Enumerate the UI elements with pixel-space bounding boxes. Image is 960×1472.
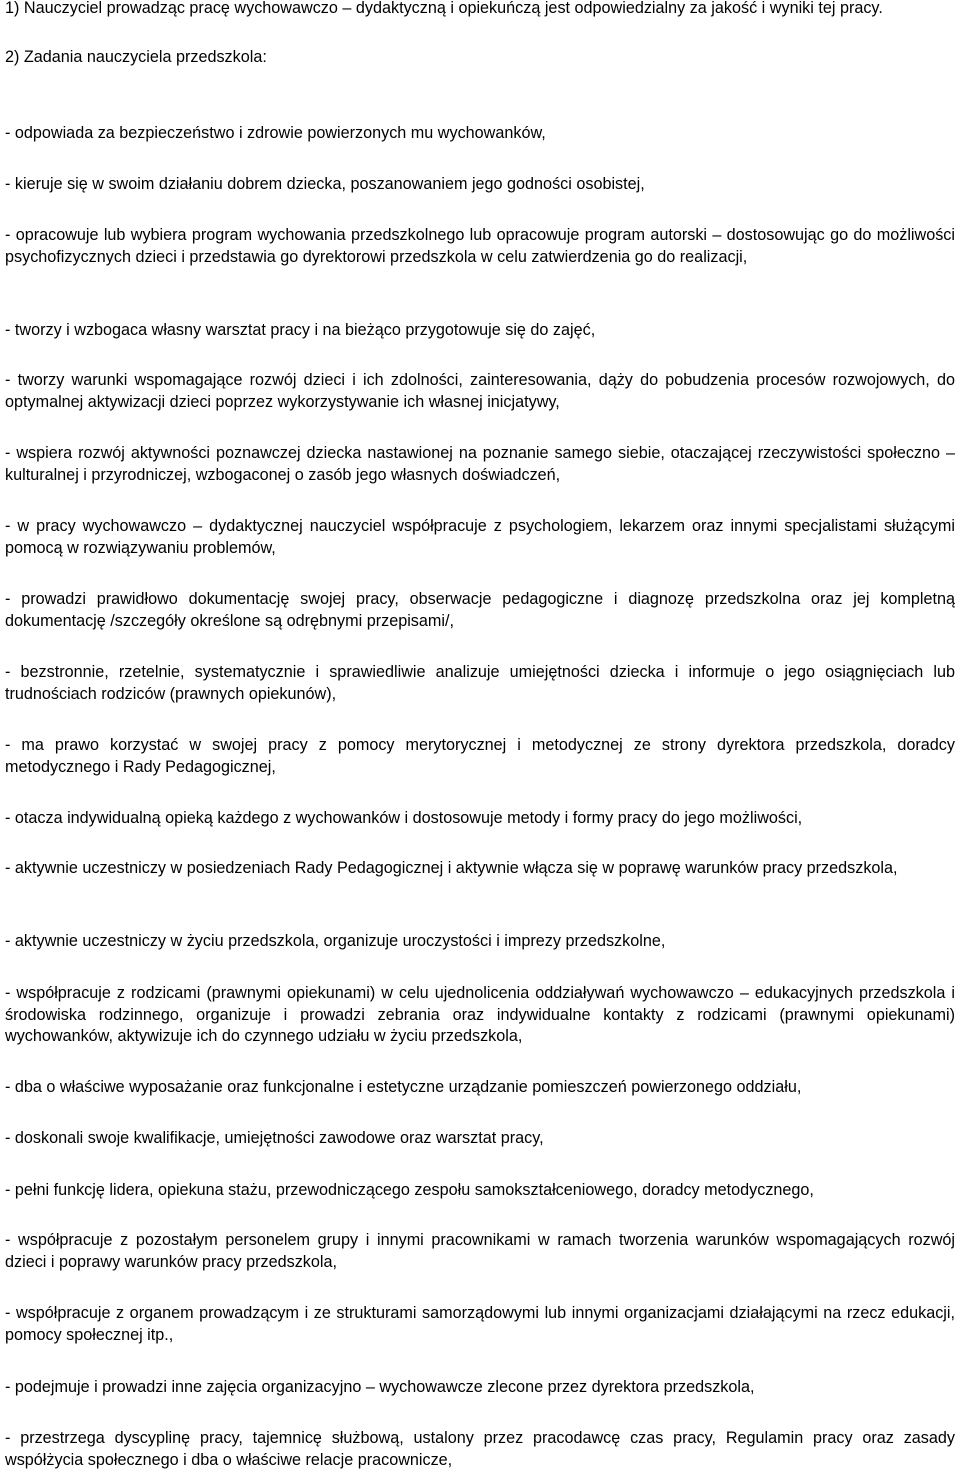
paragraph-task: - tworzy warunki wspomagające rozwój dzieci i ich zdolności, zainteresowania, dąży do pobudzenia procesów rozwojowych, do optymalnej aktywizacji dzieci poprzez wykorzystywanie ich własnej inicjatywy, [5, 371, 955, 411]
paragraph-task: - otacza indywidualną opieką każdego z wychowanków i dostosowuje metody i formy pracy do jego możliwości, [5, 809, 803, 827]
paragraph-responsibility-intro: 1) Nauczyciel prowadząc pracę wychowawczo – dydaktyczną i opiekuńczą jest odpowiedzialny za jakość i wyniki tej pracy. [5, 0, 883, 17]
paragraph-task: - pełni funkcję lidera, opiekuna stażu, przewodniczącego zespołu samokształceniowego, doradcy metodycznego, [5, 1181, 814, 1199]
paragraph-task: - opracowuje lub wybiera program wychowania przedszkolnego lub opracowuje program autorski – dostosowując go do możliwości psychofizycznych dzieci i przedstawia go dyrektorowi przedszkola w celu zatwierdzenia go do realizacji, [5, 226, 955, 266]
paragraph-task: - bezstronnie, rzetelnie, systematycznie i sprawiedliwie analizuje umiejętności dziecka i informuje o jego osiągnięciach lub trudnościach rodziców (prawnych opiekunów), [5, 663, 955, 703]
paragraph-task: - współpracuje z rodzicami (prawnymi opiekunami) w celu ujednolicenia oddziaływań wychowawczo – edukacyjnych przedszkola i środowiska rodzinnego, organizuje i prowadzi zebrania oraz indywidualne kontakty z rodzicami (prawnymi opiekunami) wychowanków, aktywizuje ich do czynnego udziału w życiu przedszkola, [5, 984, 955, 1045]
paragraph-task: - aktywnie uczestniczy w posiedzeniach Rady Pedagogicznej i aktywnie włącza się w poprawę warunków pracy przedszkola, [5, 859, 898, 877]
paragraph-task: - aktywnie uczestniczy w życiu przedszkola, organizuje uroczystości i imprezy przedszkolne, [5, 932, 666, 950]
paragraph-task: - doskonali swoje kwalifikacje, umiejętności zawodowe oraz warsztat pracy, [5, 1129, 544, 1147]
paragraph-task: - przestrzega dyscyplinę pracy, tajemnicę służbową, ustalony przez pracodawcę czas pracy, Regulamin pracy oraz zasady współżycia społecznego i dba o właściwe relacje pracownicze, [5, 1429, 955, 1469]
paragraph-task: - współpracuje z pozostałym personelem grupy i innymi pracownikami w ramach tworzenia warunków wspomagających rozwój dzieci i poprawy warunków pracy przedszkola, [5, 1231, 955, 1271]
paragraph-task: - prowadzi prawidłowo dokumentację swojej pracy, obserwacje pedagogiczne i diagnozę przedszkolna oraz jej kompletną dokumentację /szczegóły określone są odrębnymi przepisami/, [5, 590, 955, 630]
paragraph-task: - odpowiada za bezpieczeństwo i zdrowie powierzonych mu wychowanków, [5, 124, 546, 142]
paragraph-task: - w pracy wychowawczo – dydaktycznej nauczyciel współpracuje z psychologiem, lekarzem oraz innymi specjalistami służącymi pomocą w rozwiązywaniu problemów, [5, 517, 955, 557]
paragraph-task: - tworzy i wzbogaca własny warsztat pracy i na bieżąco przygotowuje się do zajęć, [5, 321, 596, 339]
paragraph-task: - ma prawo korzystać w swojej pracy z pomocy merytorycznej i metodycznej ze strony dyrektora przedszkola, doradcy metodycznego i Rady Pedagogicznej, [5, 736, 955, 776]
paragraph-task: - kieruje się w swoim działaniu dobrem dziecka, poszanowaniem jego godności osobistej, [5, 175, 645, 193]
paragraph-tasks-heading: 2) Zadania nauczyciela przedszkola: [5, 48, 267, 66]
paragraph-task: - dba o właściwe wyposażanie oraz funkcjonalne i estetyczne urządzanie pomieszczeń powierzonego oddziału, [5, 1078, 802, 1096]
paragraph-task: - wspiera rozwój aktywności poznawczej dziecka nastawionej na poznanie samego siebie, otaczającej rzeczywistości społeczno – kulturalnej i przyrodniczej, wzbogaconej o zasób jego własnych doświadczeń, [5, 444, 955, 484]
paragraph-task: - współpracuje z organem prowadzącym i ze strukturami samorządowymi lub innymi organizacjami działającymi na rzecz edukacji, pomocy społecznej itp., [5, 1304, 955, 1344]
paragraph-task: - podejmuje i prowadzi inne zajęcia organizacyjno – wychowawcze zlecone przez dyrektora przedszkola, [5, 1378, 755, 1396]
